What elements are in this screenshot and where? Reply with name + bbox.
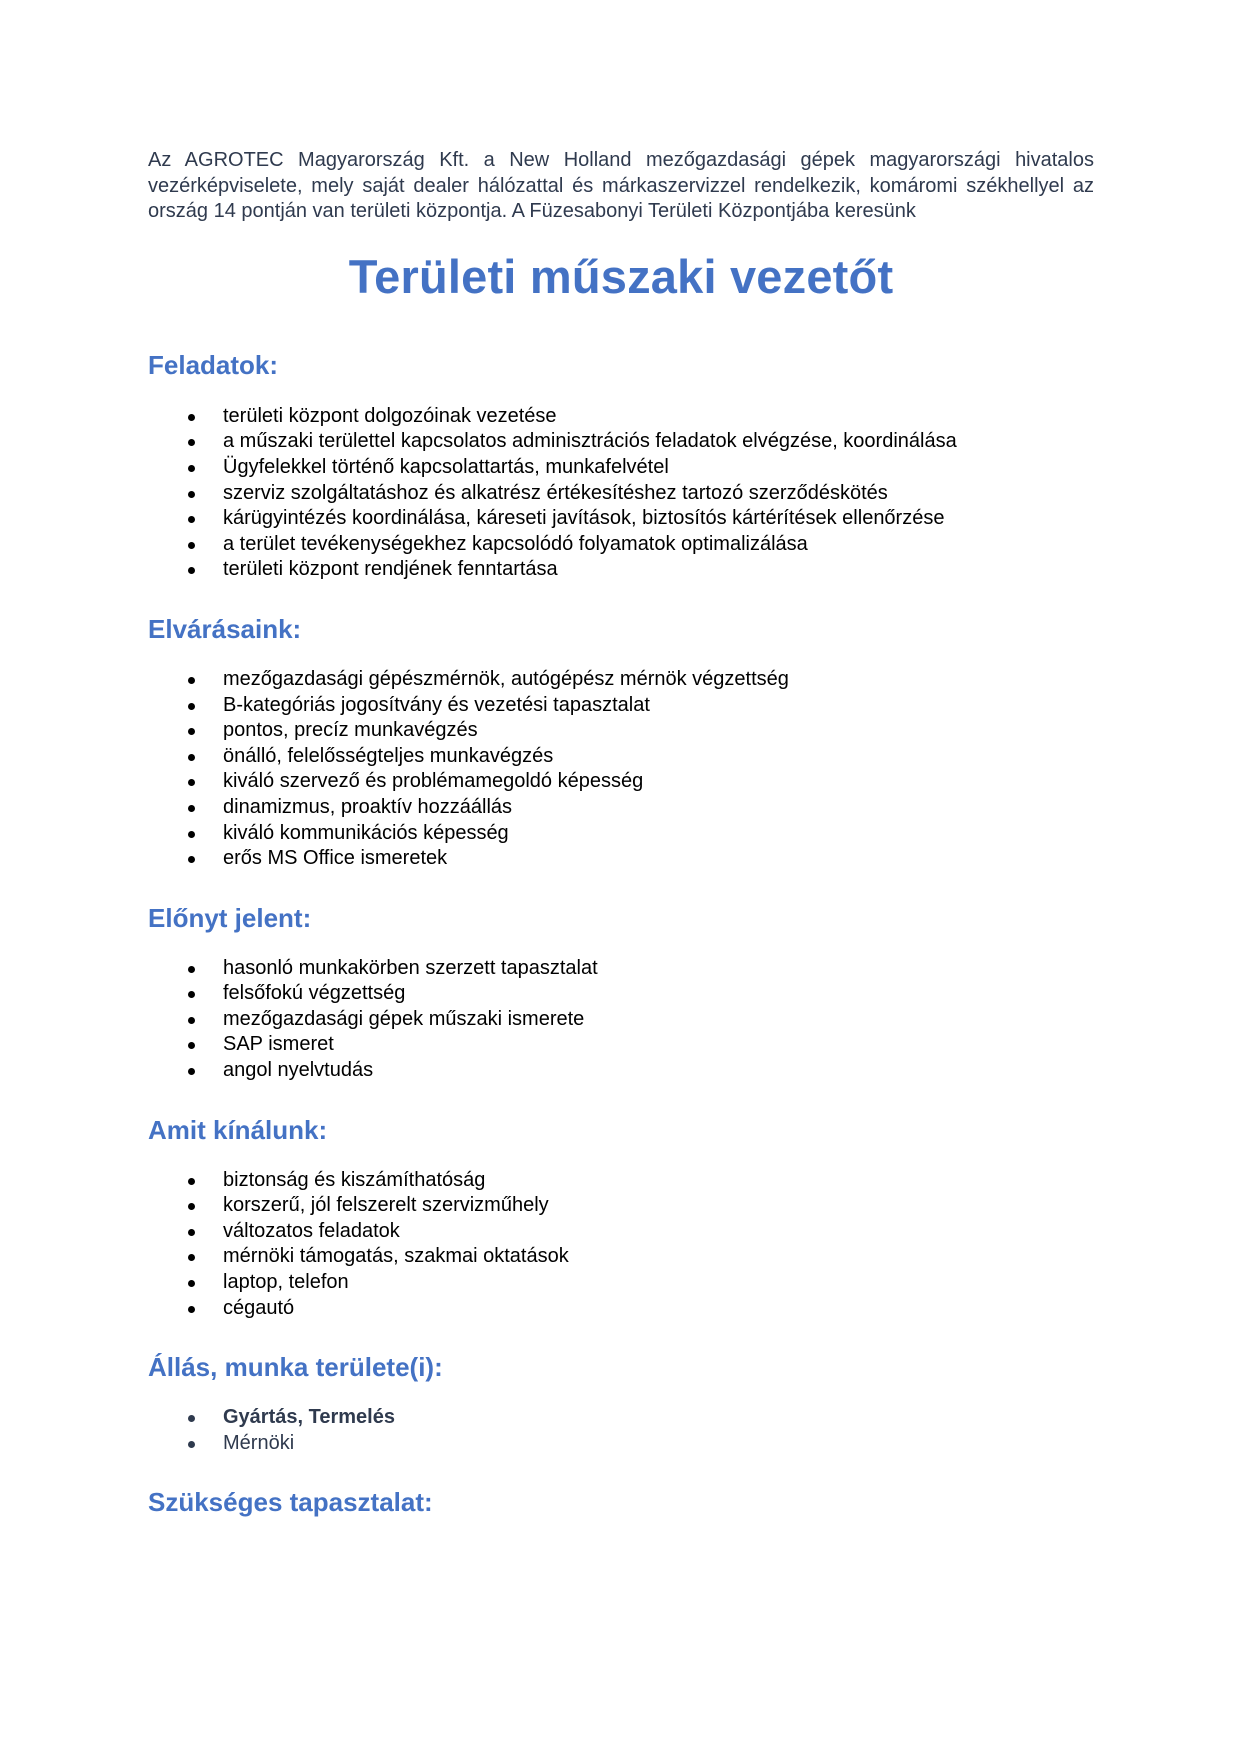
section-heading-tasks: Feladatok: [148,349,279,380]
list-item: önálló, felelősségteljes munkavégzés [148,744,1094,770]
list-item: Mérnöki [148,1431,1094,1457]
list-item: területi központ rendjének fenntartása [148,557,1094,583]
section-heading-advantages: Előnyt jelent: [148,902,312,933]
bullet-icon [188,439,195,446]
list-item: szerviz szolgáltatáshoz és alkatrész értékesítéshez tartozó szerződéskötés [148,481,1094,507]
bullet-icon [188,1254,195,1261]
list-item: hasonló munkakörben szerzett tapasztalat [148,956,1094,982]
bullet-icon [188,491,195,498]
bullet-icon [188,728,195,735]
bullet-icon [188,991,195,998]
list-item: cégautó [148,1296,1094,1322]
intro-paragraph: Az AGROTEC Magyarország Kft. a New Holland mezőgazdasági gépek magyarországi hivatalos vezérképviselete, mely saját dealer hálózattal és márkaszervizzel rendelkezik, komáromi székhellyel az ország 14 pontján van területi központja. A Füzesabonyi Területi Központjába keresünk [148,149,1094,223]
bullet-icon [188,831,195,838]
job-areas-list [148,1405,1094,1456]
bullet-icon [188,1042,195,1049]
document-page [148,148,1094,1518]
bullet-icon [188,805,195,812]
advantages-list [148,956,1094,1084]
bullet-icon [188,1017,195,1024]
list-item: mérnöki támogatás, szakmai oktatások [148,1244,1094,1270]
bullet-icon [188,1306,195,1313]
bullet-icon [188,1441,195,1448]
list-item: Ügyfelekkel történő kapcsolattartás, munkafelvétel [148,455,1094,481]
bullet-icon [188,542,195,549]
bullet-icon [188,779,195,786]
list-item: kárügyintézés koordinálása, káreseti javítások, biztosítós kártérítések ellenőrzése [148,506,1094,532]
list-item: területi központ dolgozóinak vezetése [148,404,1094,430]
list-item: kiváló szervező és problémamegoldó képesség [148,769,1094,795]
list-item: Gyártás, Termelés [148,1405,1094,1431]
bullet-icon [188,414,195,421]
section-advantages [148,902,1094,1084]
bullet-icon [188,567,195,574]
section-tasks [148,349,1094,583]
section-heading-required-experience: Szükséges tapasztalat: [148,1487,433,1518]
section-heading-offer: Amit kínálunk: [148,1114,328,1145]
list-item: kiváló kommunikációs képesség [148,821,1094,847]
section-heading-requirements: Elvárásaink: [148,613,302,644]
list-item: SAP ismeret [148,1032,1094,1058]
bullet-icon [188,1068,195,1075]
section-requirements [148,613,1094,872]
section-job-areas [148,1351,1094,1456]
bullet-icon [188,856,195,863]
list-item: mezőgazdasági gépészmérnök, autógépész mérnök végzettség [148,667,1094,693]
bullet-icon [188,1415,195,1422]
bullet-icon [188,966,195,973]
bullet-icon [188,1229,195,1236]
list-item: pontos, precíz munkavégzés [148,718,1094,744]
list-item: erős MS Office ismeretek [148,846,1094,872]
bullet-icon [188,1178,195,1185]
offer-list [148,1168,1094,1322]
bullet-icon [188,516,195,523]
list-item: angol nyelvtudás [148,1058,1094,1084]
section-offer [148,1114,1094,1322]
section-required-experience [148,1486,1094,1518]
bullet-icon [188,1280,195,1287]
list-item: dinamizmus, proaktív hozzáállás [148,795,1094,821]
list-item: laptop, telefon [148,1270,1094,1296]
bullet-icon [188,465,195,472]
bullet-icon [188,677,195,684]
list-item: mezőgazdasági gépek műszaki ismerete [148,1007,1094,1033]
requirements-list [148,667,1094,872]
bullet-icon [188,703,195,710]
list-item: biztonság és kiszámíthatóság [148,1168,1094,1194]
tasks-list [148,404,1094,583]
bullet-icon [188,754,195,761]
section-heading-job-areas: Állás, munka területe(i): [148,1352,443,1383]
list-item: felsőfokú végzettség [148,981,1094,1007]
list-item: B-kategóriás jogosítvány és vezetési tapasztalat [148,693,1094,719]
list-item: korszerű, jól felszerelt szervizműhely [148,1193,1094,1219]
job-title: Területi műszaki vezetőt [348,249,894,303]
bullet-icon [188,1203,195,1210]
list-item: a műszaki területtel kapcsolatos adminisztrációs feladatok elvégzése, koordinálása [148,429,1094,455]
list-item: változatos feladatok [148,1219,1094,1245]
list-item: a terület tevékenységekhez kapcsolódó folyamatok optimalizálása [148,532,1094,558]
